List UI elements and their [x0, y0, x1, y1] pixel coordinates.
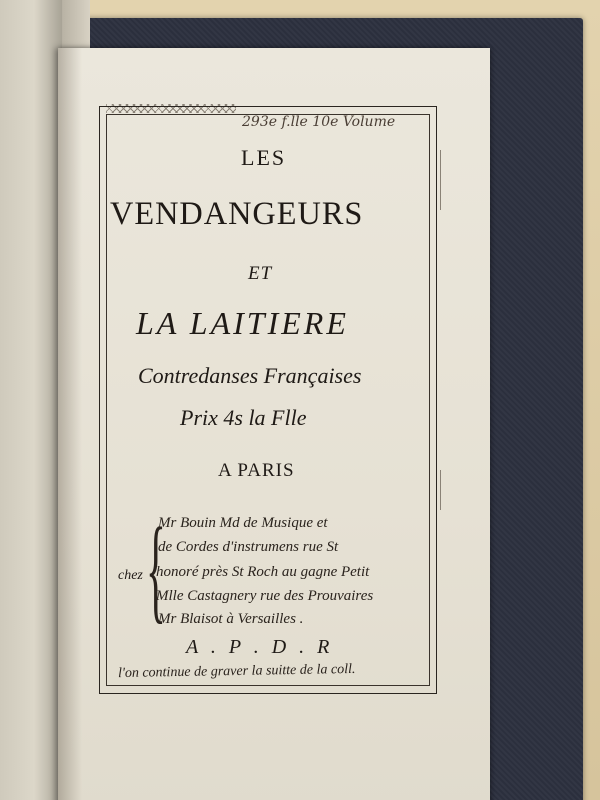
shelfmark-annotation: 293e f.lle 10e Volume — [242, 114, 396, 130]
margin-rule — [440, 470, 441, 510]
title-les: LES — [241, 145, 287, 170]
subtitle: Contredanses Françaises — [138, 363, 362, 388]
title-et: ET — [248, 263, 273, 284]
margin-rule — [440, 150, 441, 210]
brace-glyph: { — [146, 503, 166, 634]
city: A PARIS — [218, 460, 295, 481]
price: Prix 4s la Flle — [180, 405, 307, 430]
page-gutter — [58, 48, 82, 800]
facing-page — [0, 0, 62, 800]
privilege-mark: A . P . D . R — [186, 636, 334, 658]
title-vendangeurs: VENDANGEURS — [110, 196, 364, 232]
address-line: de Cordes d'instrumens rue St — [158, 539, 339, 555]
address-line: Mr Bouin Md de Musique et — [158, 515, 328, 531]
footer-note: l'on continue de graver la suitte de la coll. — [117, 661, 356, 682]
address-line: Mlle Castagnery rue des Prouvaires — [156, 588, 374, 604]
publisher-prefix: chez — [118, 568, 143, 583]
title-la-laitiere: LA LAITIERE — [136, 305, 349, 341]
address-line: Mr Blaisot à Versailles . — [158, 611, 304, 627]
address-line: honoré près St Roch au gagne Petit — [156, 564, 370, 580]
